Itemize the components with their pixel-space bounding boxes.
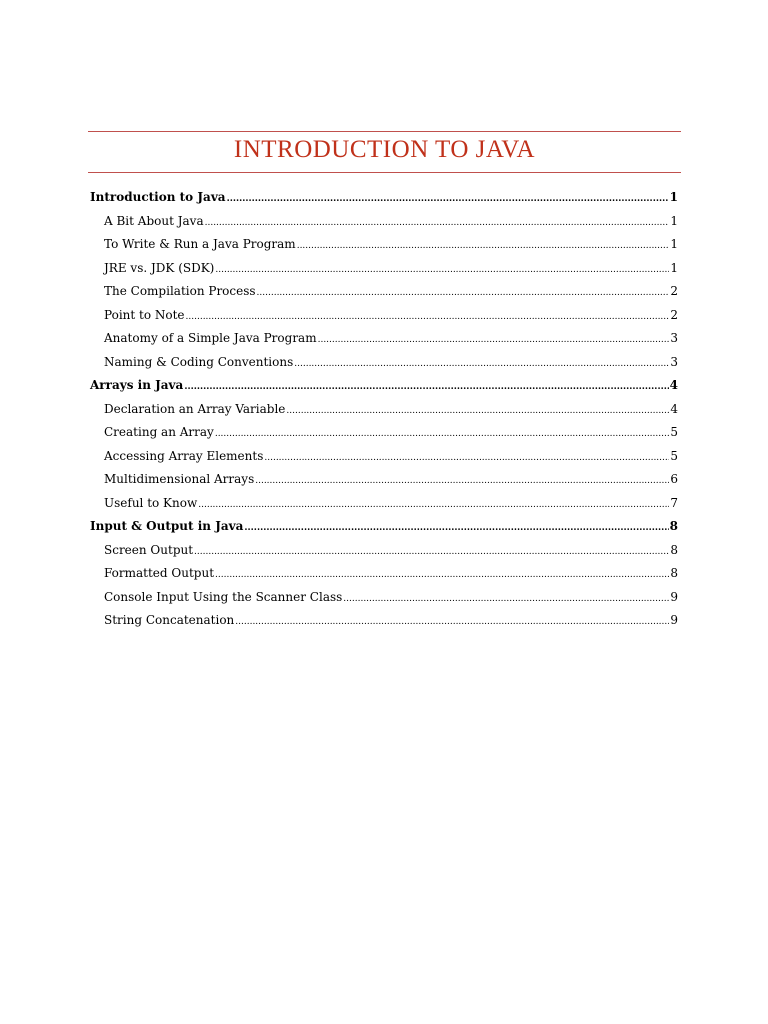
- toc-entry-label: The Compilation Process: [104, 284, 256, 298]
- toc-entry-page-number: 3: [670, 331, 678, 345]
- toc-entry-page-number: 2: [670, 284, 678, 298]
- toc-entry-page-number: 4: [669, 378, 678, 392]
- toc-subsection-entry[interactable]: [90, 421, 678, 445]
- toc-subsection-entry[interactable]: [90, 609, 678, 633]
- toc-entry-label: Anatomy of a Simple Java Program: [104, 331, 317, 345]
- toc-entry-label: Declaration an Array Variable: [104, 401, 286, 416]
- toc-dot-leader: [227, 188, 669, 212]
- toc-dot-leader: [255, 470, 669, 494]
- title-block: [88, 131, 681, 173]
- toc-subsection-entry[interactable]: [90, 280, 678, 304]
- toc-subsection-entry[interactable]: [90, 210, 678, 234]
- toc-subsection-entry[interactable]: [90, 233, 678, 257]
- toc-dot-leader: [215, 259, 669, 283]
- toc-section-entry[interactable]: [90, 515, 678, 539]
- toc-entry-page-number: 5: [670, 448, 678, 463]
- toc-entry-page-number: 5: [670, 425, 678, 439]
- toc-dot-leader: [184, 376, 668, 400]
- toc-entry-page-number: 1: [670, 213, 678, 228]
- toc-dot-leader: [194, 541, 669, 565]
- toc-subsection-entry[interactable]: [90, 586, 678, 610]
- toc-entry-label: String Concatenation: [104, 613, 235, 627]
- toc-entry-page-number: 7: [670, 495, 678, 510]
- toc-dot-leader: [257, 282, 669, 306]
- toc-entry-label: Naming & Coding Conventions: [104, 354, 294, 369]
- toc-entry-label: Arrays in Java: [90, 378, 184, 392]
- toc-dot-leader: [286, 400, 669, 424]
- toc-entry-page-number: 8: [670, 542, 678, 557]
- toc-entry-label: Accessing Array Elements: [104, 448, 264, 463]
- toc-subsection-entry[interactable]: [90, 351, 678, 375]
- toc-subsection-entry[interactable]: [90, 562, 678, 586]
- toc-dot-leader: [215, 423, 669, 447]
- toc-entry-label: Input & Output in Java: [90, 519, 244, 533]
- toc-dot-leader: [343, 588, 669, 612]
- toc-entry-label: JRE vs. JDK (SDK): [104, 260, 215, 275]
- toc-dot-leader: [215, 564, 669, 588]
- toc-subsection-entry[interactable]: [90, 327, 678, 351]
- document-title: INTRODUCTION TO JAVA: [233, 136, 536, 163]
- toc-entry-label: Useful to Know: [104, 495, 198, 510]
- toc-subsection-entry[interactable]: [90, 398, 678, 422]
- toc-entry-label: Formatted Output: [104, 566, 215, 580]
- toc-entry-page-number: 3: [670, 354, 678, 369]
- toc-entry-label: To Write & Run a Java Program: [104, 237, 296, 251]
- toc-entry-label: Console Input Using the Scanner Class: [104, 589, 343, 604]
- toc-dot-leader: [198, 494, 669, 518]
- toc-entry-label: Introduction to Java: [90, 190, 226, 204]
- toc-entry-label: Point to Note: [104, 307, 185, 322]
- toc-entry-page-number: 9: [670, 613, 678, 627]
- toc-dot-leader: [205, 212, 669, 236]
- toc-subsection-entry[interactable]: [90, 445, 678, 469]
- toc-entry-page-number: 1: [670, 237, 678, 251]
- toc-subsection-entry[interactable]: [90, 257, 678, 281]
- toc-dot-leader: [318, 329, 669, 353]
- toc-dot-leader: [244, 517, 668, 541]
- toc-subsection-entry[interactable]: [90, 304, 678, 328]
- toc-subsection-entry[interactable]: [90, 468, 678, 492]
- toc-entry-page-number: 1: [669, 190, 678, 204]
- toc-entry-page-number: 8: [670, 566, 678, 580]
- toc-entry-page-number: 2: [670, 307, 678, 322]
- toc-section-entry[interactable]: [90, 374, 678, 398]
- toc-dot-leader: [235, 611, 669, 635]
- toc-subsection-entry[interactable]: [90, 492, 678, 516]
- toc-dot-leader: [297, 235, 669, 259]
- toc-entry-label: Screen Output: [104, 542, 194, 557]
- toc-dot-leader: [186, 306, 669, 330]
- toc-subsection-entry[interactable]: [90, 539, 678, 563]
- toc-entry-label: A Bit About Java: [104, 213, 204, 228]
- toc-dot-leader: [264, 447, 669, 471]
- toc-entry-page-number: 6: [670, 472, 678, 486]
- toc-entry-label: Creating an Array: [104, 425, 214, 439]
- toc-entry-page-number: 4: [670, 401, 678, 416]
- toc-dot-leader: [294, 353, 669, 377]
- toc-entry-label: Multidimensional Arrays: [104, 472, 255, 486]
- toc-entry-page-number: 1: [670, 260, 678, 275]
- toc-section-entry[interactable]: [90, 186, 678, 210]
- toc-entry-page-number: 9: [670, 589, 678, 604]
- toc-entry-page-number: 8: [669, 519, 678, 533]
- table-of-contents: [90, 186, 678, 633]
